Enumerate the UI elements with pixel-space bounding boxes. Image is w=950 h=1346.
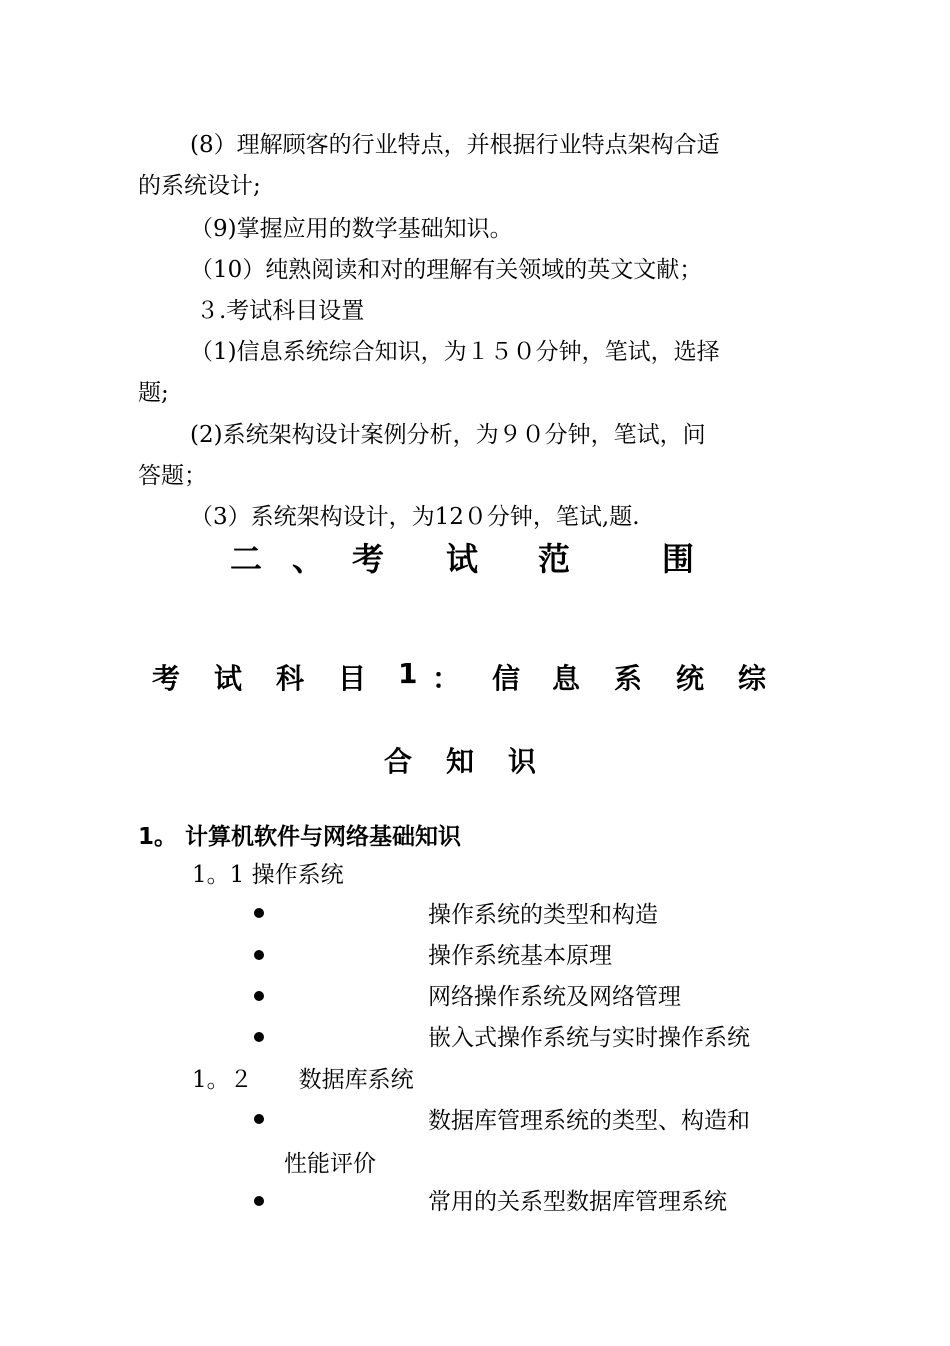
heading-char: 信: [492, 662, 521, 695]
subsection-1-1-label: 1。1 操作系统: [192, 862, 344, 888]
subject-3: （3）系统架构设计，为12０分钟，笔试,题.: [190, 504, 640, 530]
heading-char: 试: [446, 540, 479, 578]
heading-char: 试: [214, 662, 243, 695]
heading-char: 合: [384, 745, 413, 778]
heading-char: 考: [352, 540, 385, 578]
subject-heading-line2: [0, 740, 950, 776]
heading-char: 范: [538, 540, 571, 578]
heading-char: 息: [552, 662, 581, 695]
bullet-icon: [254, 908, 264, 918]
subject-2-line1: (2)系统架构设计案例分析，为９０分钟，笔试，问: [190, 422, 706, 448]
paragraph-9: （9)掌握应用的数学基础知识。: [190, 216, 513, 242]
exam-subjects-heading: ３.考试科目设置: [196, 298, 365, 324]
heading-char: 识: [508, 745, 537, 778]
bullet-icon: [254, 1114, 264, 1124]
heading-char: 科: [276, 662, 305, 695]
heading-char: 目: [338, 662, 367, 695]
bullet-icon: [254, 1032, 264, 1042]
list-item: 网络操作系统及网络管理: [428, 984, 681, 1010]
list-item: 常用的关系型数据库管理系统: [428, 1189, 727, 1215]
heading-char: 、: [292, 540, 325, 578]
section-1-title: 1。 计算机软件与网络基础知识: [138, 824, 462, 850]
list-item: 操作系统基本原理: [428, 943, 612, 969]
list-item: 嵌入式操作系统与实时操作系统: [428, 1025, 750, 1051]
heading-char: 知: [446, 745, 475, 778]
list-item: 操作系统的类型和构造: [428, 902, 658, 928]
heading-char: 考: [152, 662, 181, 695]
subject-2-line2: 答题；: [138, 463, 207, 489]
heading-char: 二: [230, 540, 263, 578]
heading-char: 围: [662, 540, 695, 578]
main-heading: [0, 534, 950, 578]
heading-char: 综: [738, 662, 767, 695]
paragraph-8-line1: (8）理解顾客的行业特点，并根据行业特点架构合适: [190, 132, 720, 158]
list-item: 数据库管理系统的类型、构造和: [428, 1108, 750, 1134]
bullet-icon: [254, 1196, 264, 1206]
paragraph-8-line2: 的系统设计;: [138, 173, 261, 199]
heading-char: 1: [398, 657, 418, 690]
subject-heading-line1: [0, 657, 950, 693]
bullet-icon: [254, 950, 264, 960]
heading-char: ：: [432, 662, 461, 695]
paragraph-10: （10）纯熟阅读和对的理解有关领域的英文文献；: [190, 257, 703, 283]
heading-char: 系: [614, 662, 643, 695]
heading-char: 统: [676, 662, 705, 695]
list-item-continuation: 性能评价: [284, 1151, 376, 1177]
subject-1-line2: 题;: [138, 380, 169, 406]
subsection-1-2-label: 1。２ 数据库系统: [192, 1067, 414, 1093]
bullet-icon: [254, 991, 264, 1001]
subject-1-line1: （1)信息系统综合知识，为１５０分钟，笔试，选择: [190, 339, 720, 365]
